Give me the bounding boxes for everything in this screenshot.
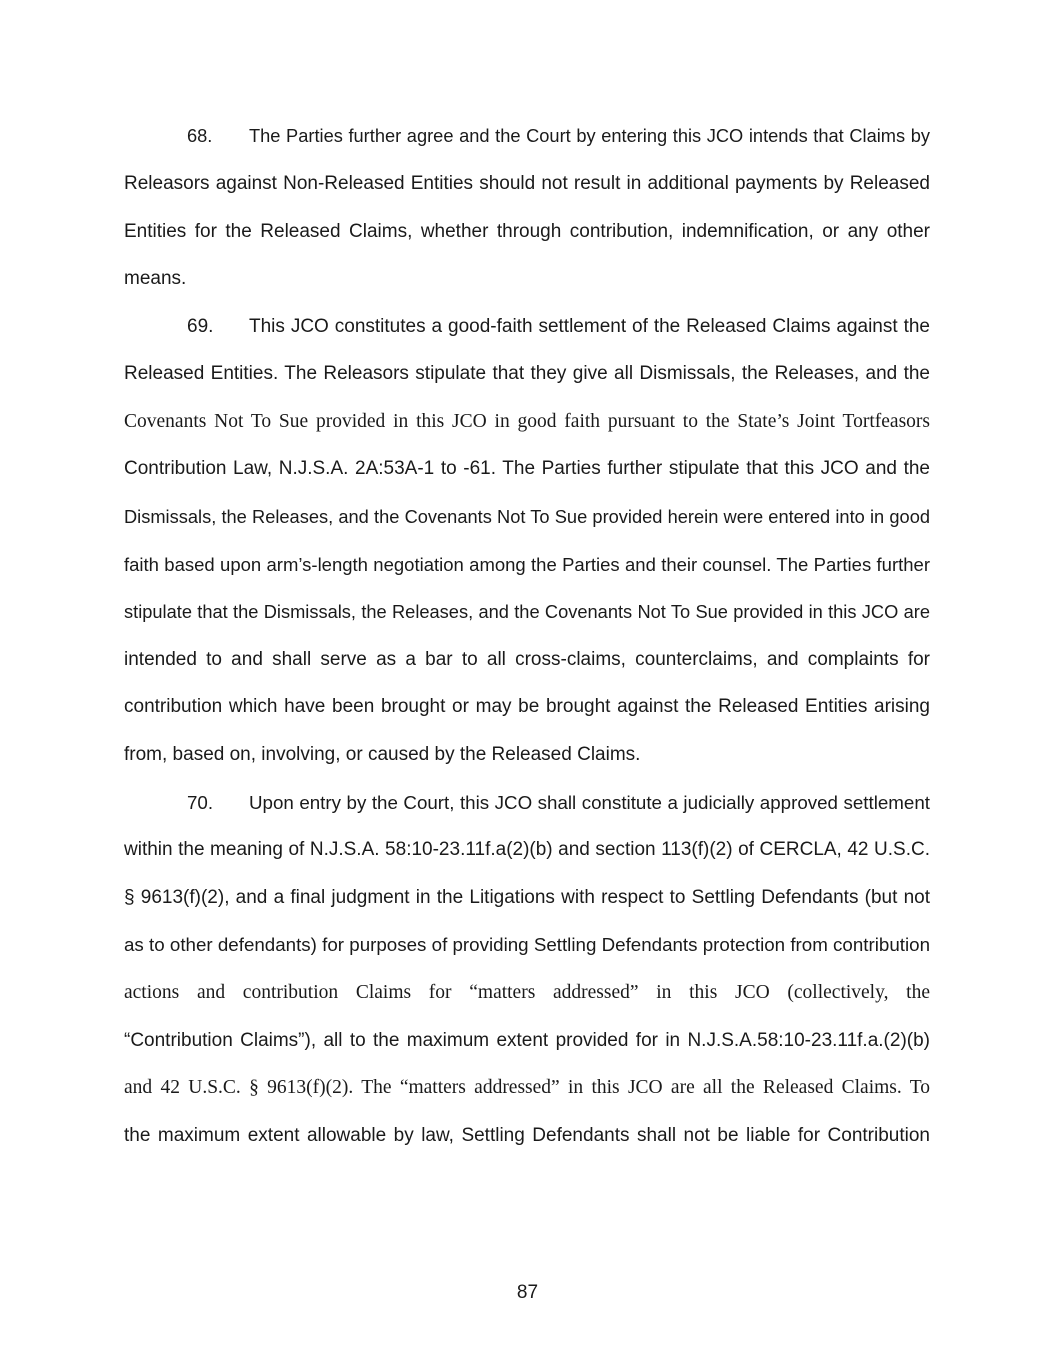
paragraph-number: 70. (187, 792, 214, 813)
paragraph-70-line: “Contribution Claims”), all to the maximum extent provided for in N.J.S.A.58:10-23.11f.a.(2)(b) (124, 1030, 930, 1051)
paragraph-69-line: contribution which have been brought or may be brought against the Released Entities arising (124, 696, 930, 717)
paragraph-70-line: actions and contribution Claims for “matters addressed” in this JCO (collectively, the (124, 982, 930, 1003)
paragraph-69-line: Dismissals, the Releases, and the Covenants Not To Sue provided herein were entered into in good (124, 506, 930, 527)
paragraph-70-line: the maximum extent allowable by law, Settling Defendants shall not be liable for Contribution (124, 1125, 930, 1146)
paragraph-69-line: Contribution Law, N.J.S.A. 2A:53A-1 to -61. The Parties further stipulate that this JCO and the (124, 458, 930, 479)
paragraph-68-line: Entities for the Released Claims, whether through contribution, indemnification, or any other (124, 221, 930, 242)
paragraph-68-line: Releasors against Non-Released Entities should not result in additional payments by Released (124, 173, 930, 194)
paragraph-69-line: Released Entities. The Releasors stipulate that they give all Dismissals, the Releases, and the (124, 363, 930, 384)
paragraph-70-first-line (187, 790, 930, 816)
paragraph-69-line: intended to and shall serve as a bar to all cross-claims, counterclaims, and complaints for (124, 649, 930, 670)
paragraph-text: The Parties further agree and the Court by entering this JCO intends that Claims by (249, 125, 930, 146)
paragraph-70-line: and 42 U.S.C. § 9613(f)(2). The “matters addressed” in this JCO are all the Released Claims. To (124, 1077, 930, 1098)
paragraph-70-line: as to other defendants) for purposes of providing Settling Defendants protection from contribution (124, 934, 930, 955)
paragraph-number: 69. (187, 316, 214, 337)
paragraph-69-line: stipulate that the Dismissals, the Releases, and the Covenants Not To Sue provided in this JCO are (124, 601, 930, 622)
paragraph-text: This JCO constitutes a good-faith settlement of the Released Claims against the (249, 316, 930, 337)
paragraph-69-line: faith based upon arm’s-length negotiation among the Parties and their counsel. The Parties further (124, 554, 930, 575)
paragraph-69-line: from, based on, involving, or caused by the Released Claims. (124, 744, 641, 765)
paragraph-69-line: Covenants Not To Sue provided in this JCO in good faith pursuant to the State’s Joint Tortfeasors (124, 411, 930, 432)
paragraph-68-first-line (187, 123, 930, 149)
paragraph-70-line: § 9613(f)(2), and a final judgment in the Litigations with respect to Settling Defendants (but not (124, 887, 930, 908)
paragraph-text: Upon entry by the Court, this JCO shall constitute a judicially approved settlement (249, 792, 930, 813)
paragraph-68-line: means. (124, 268, 187, 289)
paragraph-70-line: within the meaning of N.J.S.A. 58:10-23.11f.a(2)(b) and section 113(f)(2) of CERCLA, 42 U.S.C. (124, 839, 930, 860)
paragraph-69-first-line (187, 314, 930, 340)
paragraph-number: 68. (187, 125, 213, 146)
page-number: 87 (516, 1282, 539, 1303)
